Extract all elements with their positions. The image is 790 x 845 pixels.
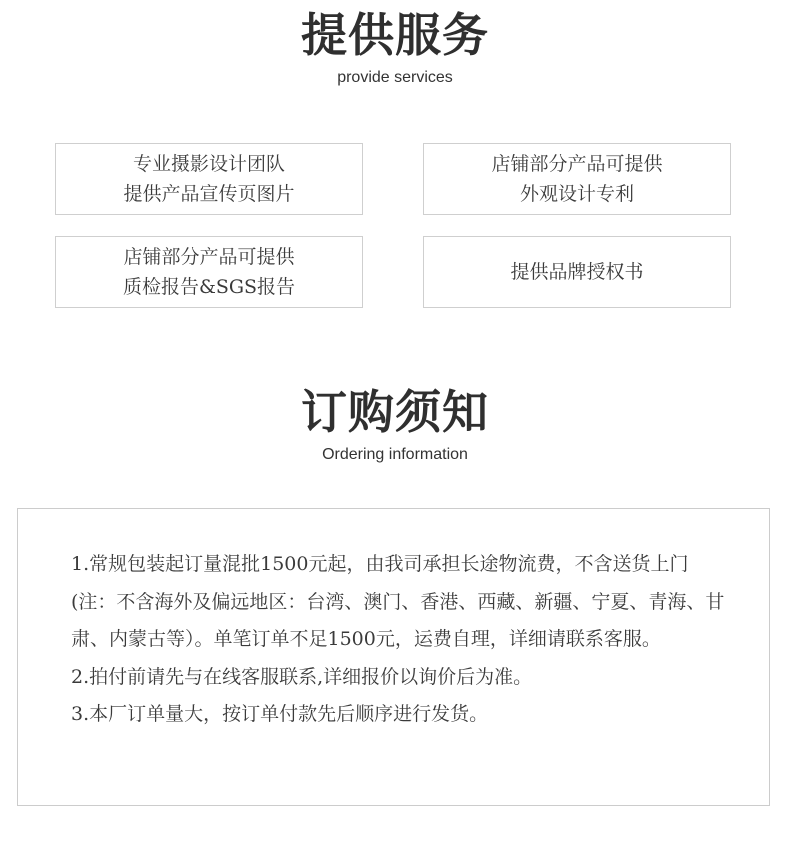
service-box-inspection-report — [55, 236, 363, 308]
ordering-title: 订购须知 — [301, 385, 489, 439]
service-box-photography — [55, 143, 363, 215]
service-box-line: 外观设计专利 — [519, 183, 634, 205]
notice-item: 1.常规包装起订量混批1500元起，由我司承担长途物流费，不含送货上门(注：不含海外及偏远地区：台湾、澳门、香港、西藏、新疆、宁夏、青海、甘肃、内蒙古等）。单笔订单不足1500元，运费自理，详细请联系客服。 — [71, 553, 725, 651]
notice-item: 2.拍付前请先与在线客服联系,详细报价以询价后为准。 — [71, 665, 533, 688]
service-box-line: 店铺部分产品可提供 — [123, 246, 295, 268]
service-box-line: 店铺部分产品可提供 — [491, 153, 663, 175]
service-box-line: 专业摄影设计团队 — [132, 153, 285, 175]
notice-item: 3.本厂订单量大，按订单付款先后顺序进行发货。 — [71, 703, 489, 726]
services-subtitle: provide services — [337, 69, 453, 86]
services-title: 提供服务 — [301, 8, 489, 62]
ordering-notice-box — [17, 508, 770, 806]
service-box-line: 质检报告&SGS报告 — [122, 276, 296, 298]
service-box-line: 提供产品宣传页图片 — [123, 183, 295, 205]
ordering-subtitle: Ordering information — [322, 446, 468, 463]
service-box-design-patent — [423, 143, 731, 215]
service-box-brand-authorization — [423, 236, 731, 308]
service-box-line: 提供品牌授权书 — [510, 261, 644, 283]
